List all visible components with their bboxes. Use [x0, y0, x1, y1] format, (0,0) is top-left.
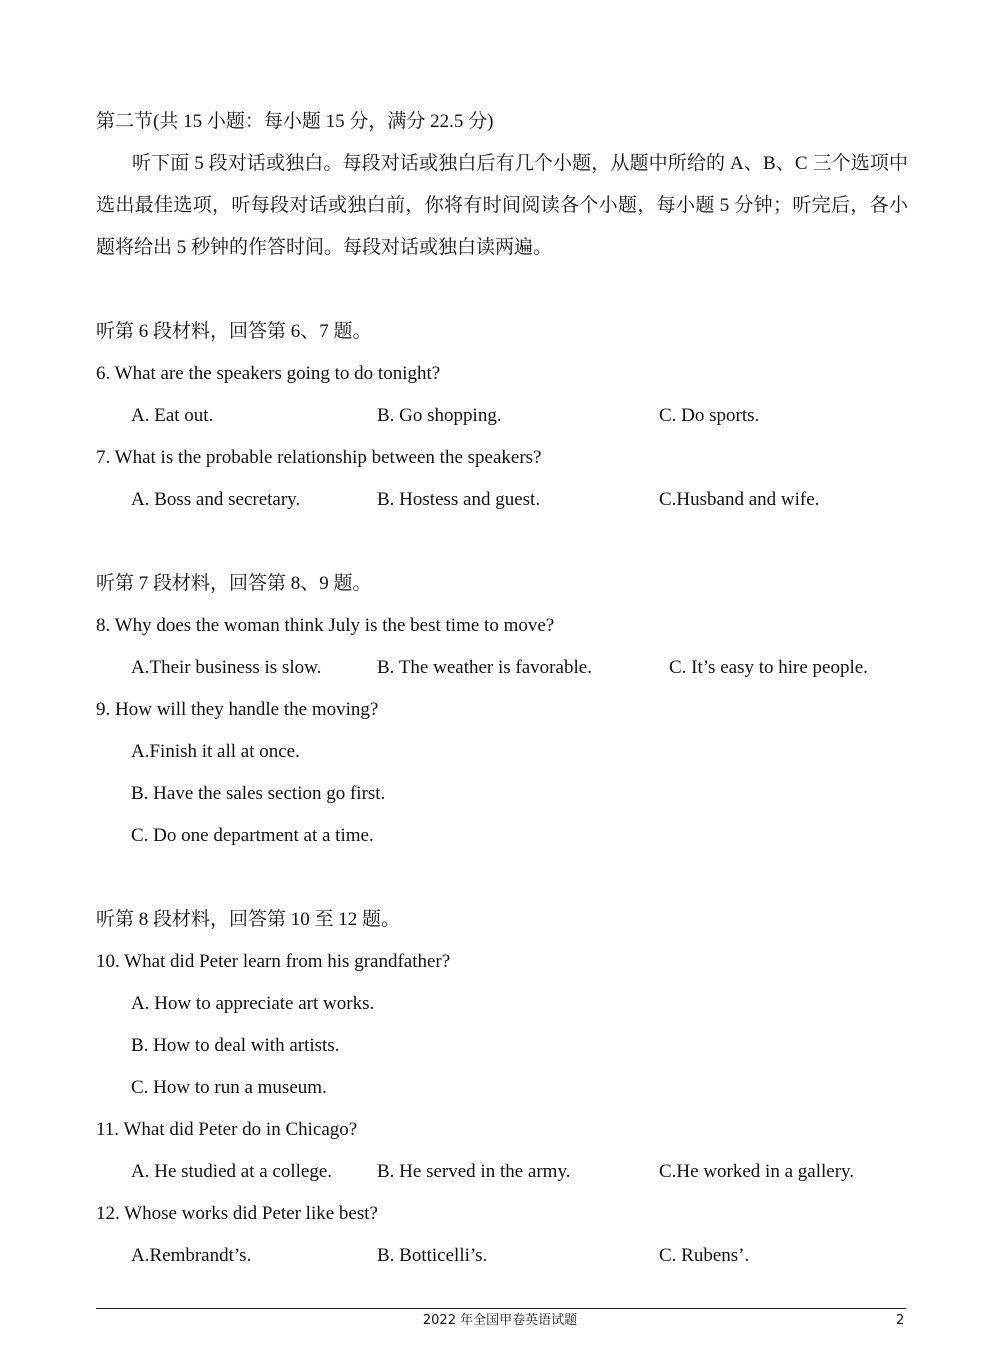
option-c: C. It’s easy to hire people. [669, 657, 868, 678]
question-stem: 10. What did Peter learn from his grandfather? [96, 951, 451, 972]
question-stem: 7. What is the probable relationship between the speakers? [96, 447, 542, 468]
page-number: 2 [896, 1313, 905, 1328]
option-c: C. Do sports. [659, 405, 760, 426]
option-c: C. How to run a museum. [131, 1077, 327, 1098]
question-stem: 12. Whose works did Peter like best? [96, 1203, 378, 1224]
option-b: B. Go shopping. [377, 405, 502, 426]
group-label: 听第 7 段材料，回答第 8、9 题。 [96, 573, 372, 594]
group-label: 听第 6 段材料，回答第 6、7 题。 [96, 321, 372, 342]
option-a: A.Finish it all at once. [131, 741, 300, 762]
footer-title: 2022 年全国甲卷英语试题 [422, 1313, 578, 1328]
option-b: B. Hostess and guest. [377, 489, 541, 510]
option-a: A. How to appreciate art works. [131, 993, 375, 1014]
option-b: B. The weather is favorable. [377, 657, 592, 678]
option-a: A. Eat out. [131, 405, 214, 426]
option-c: C. Do one department at a time. [131, 825, 374, 846]
section-instructions: 听下面 5 段对话或独白。每段对话或独白后有几个小题，从题中所给的 A、B、C 三个选项中选出最佳选项，听每段对话或独白前，你将有时间阅读各个小题，每小题 5 分钟；听完后，各小题将给出 5 秒钟的作答时间。每段对话或独白读两遍。 [96, 153, 908, 258]
option-b: B. Have the sales section go first. [131, 783, 386, 804]
question-stem: 6. What are the speakers going to do tonight? [96, 363, 441, 384]
option-a: A.Rembrandt’s. [131, 1245, 252, 1266]
option-a: A. He studied at a college. [131, 1161, 333, 1182]
question-stem: 8. Why does the woman think July is the best time to move? [96, 615, 555, 636]
option-c: C.He worked in a gallery. [659, 1161, 855, 1182]
question-stem: 9. How will they handle the moving? [96, 699, 379, 720]
option-a: A.Their business is slow. [131, 657, 322, 678]
footer-divider [96, 1308, 906, 1309]
option-b: B. Botticelli’s. [377, 1245, 488, 1266]
option-b: B. He served in the army. [377, 1161, 571, 1182]
option-a: A. Boss and secretary. [131, 489, 301, 510]
section-heading: 第二节(共 15 小题：每小题 15 分，满分 22.5 分) [96, 111, 494, 132]
group-label: 听第 8 段材料，回答第 10 至 12 题。 [96, 909, 401, 930]
option-c: C. Rubens’. [659, 1245, 750, 1266]
option-c: C.Husband and wife. [659, 489, 820, 510]
option-b: B. How to deal with artists. [131, 1035, 340, 1056]
question-stem: 11. What did Peter do in Chicago? [96, 1119, 358, 1140]
